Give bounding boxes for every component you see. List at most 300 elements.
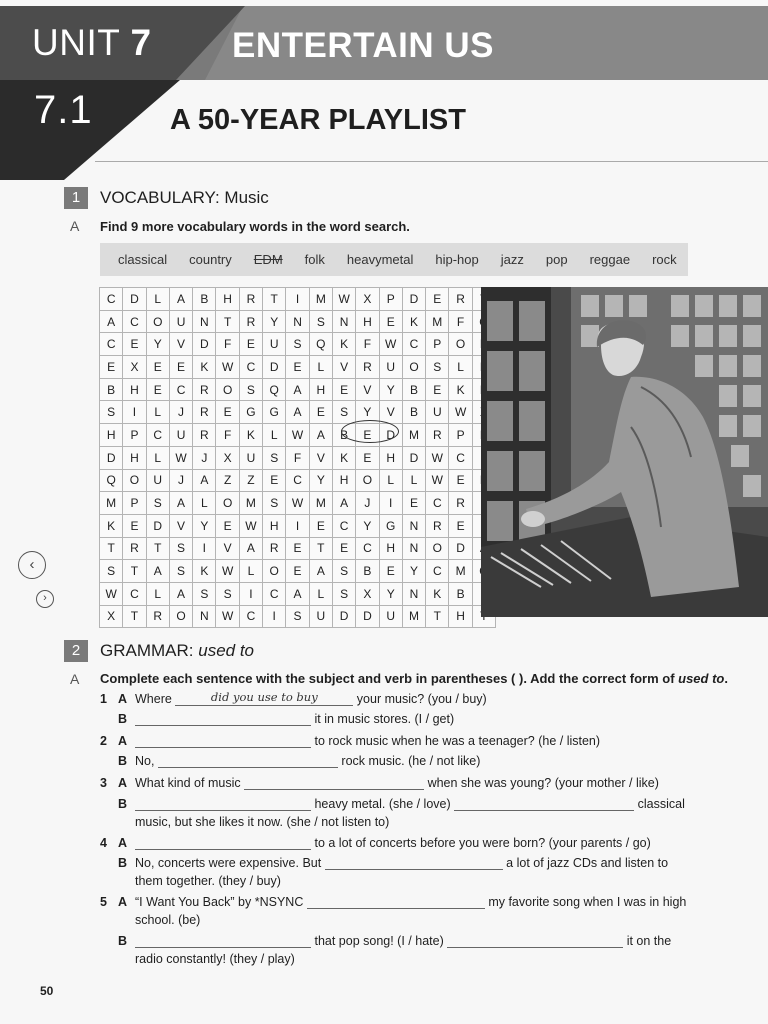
- grid-cell[interactable]: S: [332, 560, 355, 583]
- grid-cell[interactable]: F: [216, 424, 239, 447]
- grid-cell[interactable]: H: [263, 514, 286, 537]
- grid-cell[interactable]: A: [286, 582, 309, 605]
- grid-cell[interactable]: A: [169, 288, 192, 311]
- grid-cell[interactable]: E: [100, 356, 123, 379]
- grid-cell[interactable]: E: [356, 424, 379, 447]
- item-4a-blank[interactable]: [135, 837, 311, 850]
- word-bank-item: heavymetal: [346, 252, 414, 267]
- grid-cell[interactable]: E: [309, 514, 332, 537]
- grid-cell[interactable]: I: [263, 605, 286, 628]
- grid-cell[interactable]: C: [286, 469, 309, 492]
- item-2a-line: [135, 734, 600, 748]
- grid-cell[interactable]: R: [123, 537, 146, 560]
- grid-cell[interactable]: S: [309, 310, 332, 333]
- grid-cell[interactable]: W: [286, 492, 309, 515]
- grid-cell[interactable]: A: [100, 310, 123, 333]
- grid-cell[interactable]: E: [332, 537, 355, 560]
- page-number: 50: [40, 984, 54, 998]
- grid-cell[interactable]: U: [426, 401, 449, 424]
- grid-cell[interactable]: W: [169, 446, 192, 469]
- section2-number: 2: [64, 640, 88, 662]
- grid-cell[interactable]: T: [123, 560, 146, 583]
- grid-cell[interactable]: A: [169, 582, 192, 605]
- grid-cell[interactable]: D: [356, 605, 379, 628]
- grid-cell[interactable]: M: [309, 492, 332, 515]
- grid-cell[interactable]: R: [449, 492, 472, 515]
- grid-cell[interactable]: W: [216, 356, 239, 379]
- grid-cell[interactable]: A: [309, 560, 332, 583]
- grid-row: [100, 378, 496, 401]
- item-4b-blank[interactable]: [325, 857, 503, 870]
- grid-cell[interactable]: Q: [100, 469, 123, 492]
- grid-cell[interactable]: P: [379, 288, 402, 311]
- grid-cell[interactable]: D: [379, 424, 402, 447]
- grid-cell[interactable]: D: [402, 446, 425, 469]
- grid-cell[interactable]: L: [309, 582, 332, 605]
- grid-cell[interactable]: R: [449, 288, 472, 311]
- grid-cell[interactable]: L: [193, 492, 216, 515]
- item-2b-line: [135, 754, 480, 768]
- grid-row: [100, 424, 496, 447]
- grid-cell[interactable]: U: [263, 333, 286, 356]
- grid-cell[interactable]: S: [169, 537, 192, 560]
- grid-cell[interactable]: C: [239, 605, 262, 628]
- grid-cell[interactable]: H: [379, 537, 402, 560]
- grid-cell[interactable]: A: [309, 424, 332, 447]
- grid-cell[interactable]: Q: [263, 378, 286, 401]
- grid-cell[interactable]: W: [449, 401, 472, 424]
- item-4-number: 4: [100, 836, 107, 850]
- grid-cell[interactable]: W: [286, 424, 309, 447]
- grid-cell[interactable]: T: [216, 310, 239, 333]
- grid-cell[interactable]: R: [426, 424, 449, 447]
- grid-cell[interactable]: B: [356, 560, 379, 583]
- grid-cell[interactable]: H: [216, 288, 239, 311]
- grid-cell[interactable]: S: [216, 582, 239, 605]
- grid-cell[interactable]: O: [169, 605, 192, 628]
- grid-cell[interactable]: F: [216, 333, 239, 356]
- grid-cell[interactable]: H: [449, 605, 472, 628]
- grid-cell[interactable]: B: [402, 401, 425, 424]
- grid-cell[interactable]: U: [169, 424, 192, 447]
- grid-cell[interactable]: X: [356, 582, 379, 605]
- grid-cell[interactable]: G: [263, 401, 286, 424]
- grid-cell[interactable]: P: [426, 333, 449, 356]
- grid-cell[interactable]: Q: [309, 333, 332, 356]
- grid-cell[interactable]: U: [146, 469, 169, 492]
- grid-cell[interactable]: L: [263, 424, 286, 447]
- grid-cell[interactable]: A: [239, 537, 262, 560]
- grid-cell[interactable]: D: [146, 514, 169, 537]
- grid-cell[interactable]: O: [123, 469, 146, 492]
- word-bank-item: reggae: [589, 252, 631, 267]
- grid-cell[interactable]: S: [100, 401, 123, 424]
- grid-cell[interactable]: E: [379, 560, 402, 583]
- grid-cell[interactable]: J: [169, 469, 192, 492]
- grid-cell[interactable]: W: [426, 469, 449, 492]
- grid-cell[interactable]: E: [379, 310, 402, 333]
- grid-row: [100, 469, 496, 492]
- section2-part-letter: A: [70, 671, 80, 687]
- grid-cell[interactable]: P: [123, 492, 146, 515]
- grid-cell[interactable]: T: [123, 605, 146, 628]
- grid-cell[interactable]: L: [379, 469, 402, 492]
- grid-cell[interactable]: C: [123, 310, 146, 333]
- grid-cell[interactable]: U: [309, 605, 332, 628]
- item-5b-post: it on the: [626, 934, 672, 948]
- grid-cell[interactable]: C: [239, 356, 262, 379]
- item-5b-blank-2[interactable]: [447, 935, 623, 948]
- grid-cell[interactable]: S: [169, 560, 192, 583]
- word-bank-item: pop: [545, 252, 568, 267]
- grid-cell[interactable]: H: [123, 446, 146, 469]
- grid-cell[interactable]: B: [193, 288, 216, 311]
- grid-cell[interactable]: O: [216, 378, 239, 401]
- grid-cell[interactable]: H: [356, 310, 379, 333]
- grid-cell[interactable]: U: [379, 605, 402, 628]
- grid-cell[interactable]: C: [146, 424, 169, 447]
- grid-row: [100, 605, 496, 628]
- grid-cell[interactable]: I: [286, 288, 309, 311]
- grid-cell[interactable]: O: [402, 356, 425, 379]
- grid-cell[interactable]: Y: [402, 560, 425, 583]
- grid-cell[interactable]: D: [332, 605, 355, 628]
- grid-cell[interactable]: E: [402, 492, 425, 515]
- grid-cell[interactable]: T: [309, 537, 332, 560]
- grid-cell[interactable]: E: [449, 469, 472, 492]
- grid-cell[interactable]: H: [332, 469, 355, 492]
- grid-cell[interactable]: E: [286, 560, 309, 583]
- grid-cell[interactable]: E: [309, 401, 332, 424]
- grid-row: [100, 582, 496, 605]
- grid-cell[interactable]: A: [286, 378, 309, 401]
- grid-cell[interactable]: Y: [379, 582, 402, 605]
- grid-cell[interactable]: L: [402, 469, 425, 492]
- item-5-number: 5: [100, 895, 107, 909]
- item-5a-line2: school. (be): [135, 913, 201, 927]
- grid-cell[interactable]: E: [356, 446, 379, 469]
- grid-cell[interactable]: O: [356, 469, 379, 492]
- grid-cell[interactable]: S: [332, 401, 355, 424]
- grid-cell[interactable]: T: [100, 537, 123, 560]
- grid-cell[interactable]: W: [379, 333, 402, 356]
- record-store-photo: [481, 287, 768, 617]
- grid-cell[interactable]: O: [449, 333, 472, 356]
- word-bank-item: folk: [304, 252, 325, 267]
- grid-cell[interactable]: M: [426, 310, 449, 333]
- grid-cell[interactable]: B: [100, 378, 123, 401]
- grid-cell[interactable]: L: [146, 288, 169, 311]
- item-2a-blank[interactable]: [135, 735, 311, 748]
- grid-cell[interactable]: W: [426, 446, 449, 469]
- grid-cell[interactable]: V: [216, 537, 239, 560]
- grid-cell[interactable]: I: [239, 582, 262, 605]
- grid-cell[interactable]: W: [100, 582, 123, 605]
- item-4b-line: [135, 856, 668, 870]
- grid-cell[interactable]: S: [263, 492, 286, 515]
- grid-cell[interactable]: I: [193, 537, 216, 560]
- grid-cell[interactable]: R: [239, 288, 262, 311]
- grid-cell[interactable]: S: [286, 333, 309, 356]
- grid-cell[interactable]: E: [449, 514, 472, 537]
- grid-cell[interactable]: I: [286, 514, 309, 537]
- grid-cell[interactable]: E: [426, 288, 449, 311]
- grid-cell[interactable]: C: [100, 333, 123, 356]
- grid-cell[interactable]: M: [239, 492, 262, 515]
- item-3a-line: [135, 776, 659, 790]
- grid-cell[interactable]: Y: [263, 310, 286, 333]
- grid-cell[interactable]: T: [146, 537, 169, 560]
- grid-cell[interactable]: E: [286, 537, 309, 560]
- grid-cell[interactable]: M: [402, 424, 425, 447]
- item-5b-line: [135, 934, 671, 948]
- grid-cell[interactable]: T: [426, 605, 449, 628]
- grid-cell[interactable]: U: [169, 310, 192, 333]
- grid-cell[interactable]: X: [216, 446, 239, 469]
- item-3b-label: B: [118, 797, 128, 811]
- grid-cell[interactable]: C: [169, 378, 192, 401]
- grid-cell[interactable]: Y: [146, 333, 169, 356]
- item-3a-pre: What kind of music: [135, 776, 241, 790]
- item-3b-mid: heavy metal. (she / love): [314, 797, 451, 811]
- lesson-title: A 50-YEAR PLAYLIST: [170, 104, 466, 136]
- grid-cell[interactable]: V: [332, 356, 355, 379]
- grid-cell[interactable]: F: [449, 310, 472, 333]
- grid-cell[interactable]: R: [193, 401, 216, 424]
- grid-cell[interactable]: R: [146, 605, 169, 628]
- grid-cell[interactable]: M: [402, 605, 425, 628]
- grid-cell[interactable]: V: [379, 401, 402, 424]
- grid-cell[interactable]: R: [193, 424, 216, 447]
- grid-cell[interactable]: Z: [239, 469, 262, 492]
- item-3b-blank-1[interactable]: [135, 798, 311, 811]
- grid-cell[interactable]: V: [169, 333, 192, 356]
- grid-cell[interactable]: K: [193, 560, 216, 583]
- grid-cell[interactable]: H: [123, 378, 146, 401]
- grid-cell[interactable]: V: [309, 446, 332, 469]
- grid-cell[interactable]: K: [332, 446, 355, 469]
- word-bank-item: country: [189, 252, 232, 267]
- grid-cell[interactable]: S: [146, 492, 169, 515]
- grid-cell[interactable]: A: [169, 492, 192, 515]
- grid-cell[interactable]: K: [426, 582, 449, 605]
- item-2b-blank[interactable]: [158, 755, 338, 768]
- grid-cell[interactable]: O: [146, 310, 169, 333]
- item-3a-post: when she was young? (your mother / like): [427, 776, 659, 790]
- grid-cell[interactable]: P: [449, 424, 472, 447]
- grid-cell[interactable]: X: [356, 288, 379, 311]
- grid-cell[interactable]: V: [169, 514, 192, 537]
- grid-cell[interactable]: E: [216, 514, 239, 537]
- grid-cell[interactable]: S: [193, 582, 216, 605]
- grid-cell[interactable]: N: [286, 310, 309, 333]
- grid-cell[interactable]: D: [100, 446, 123, 469]
- grid-cell[interactable]: C: [332, 514, 355, 537]
- section1-number: 1: [64, 187, 88, 209]
- grid-cell[interactable]: C: [123, 582, 146, 605]
- grid-cell[interactable]: O: [216, 492, 239, 515]
- item-3a-blank[interactable]: [244, 777, 424, 790]
- grid-cell[interactable]: S: [286, 605, 309, 628]
- word-bank-item: classical: [118, 252, 168, 267]
- grid-cell[interactable]: K: [193, 356, 216, 379]
- grid-cell[interactable]: L: [146, 401, 169, 424]
- unit-label: [32, 22, 152, 64]
- grid-cell[interactable]: W: [216, 605, 239, 628]
- grid-cell[interactable]: K: [402, 310, 425, 333]
- grid-cell[interactable]: S: [100, 560, 123, 583]
- grid-cell[interactable]: E: [332, 378, 355, 401]
- grid-cell[interactable]: T: [263, 288, 286, 311]
- grid-cell[interactable]: J: [169, 401, 192, 424]
- grid-cell[interactable]: C: [356, 537, 379, 560]
- grid-cell[interactable]: E: [169, 356, 192, 379]
- grid-cell[interactable]: I: [379, 492, 402, 515]
- unit-title: ENTERTAIN US: [232, 26, 495, 65]
- grid-cell[interactable]: K: [100, 514, 123, 537]
- grid-cell[interactable]: C: [426, 492, 449, 515]
- grid-cell[interactable]: E: [426, 378, 449, 401]
- grid-cell[interactable]: A: [332, 492, 355, 515]
- grid-cell[interactable]: N: [402, 514, 425, 537]
- grid-row: [100, 560, 496, 583]
- item-2b-label: B: [118, 754, 128, 768]
- grid-cell[interactable]: S: [332, 582, 355, 605]
- grid-cell[interactable]: N: [193, 310, 216, 333]
- item-5a-line: [135, 895, 686, 909]
- grid-cell[interactable]: N: [402, 537, 425, 560]
- grid-cell[interactable]: D: [123, 288, 146, 311]
- grid-cell[interactable]: J: [356, 492, 379, 515]
- grid-cell[interactable]: L: [309, 356, 332, 379]
- grid-cell[interactable]: D: [263, 356, 286, 379]
- grid-cell[interactable]: E: [216, 401, 239, 424]
- grid-cell[interactable]: P: [123, 424, 146, 447]
- item-3-number: 3: [100, 776, 107, 790]
- item-4b-pre: No, concerts were expensive. But: [135, 856, 322, 870]
- item-5b-blank-1[interactable]: [135, 935, 311, 948]
- item-5a-post: my favorite song when I was in high: [488, 895, 687, 909]
- grid-cell[interactable]: R: [239, 310, 262, 333]
- grid-cell[interactable]: Y: [356, 401, 379, 424]
- grid-cell[interactable]: H: [379, 446, 402, 469]
- grid-cell[interactable]: X: [100, 605, 123, 628]
- grid-cell[interactable]: W: [332, 288, 355, 311]
- item-1a-blank[interactable]: [175, 690, 353, 706]
- grid-cell[interactable]: R: [426, 514, 449, 537]
- grid-cell[interactable]: L: [146, 446, 169, 469]
- grid-cell[interactable]: S: [426, 356, 449, 379]
- grid-cell[interactable]: L: [449, 356, 472, 379]
- grid-cell[interactable]: E: [123, 514, 146, 537]
- grid-cell[interactable]: U: [379, 356, 402, 379]
- grid-cell[interactable]: Y: [309, 469, 332, 492]
- grid-cell[interactable]: Y: [193, 514, 216, 537]
- grid-cell[interactable]: M: [100, 492, 123, 515]
- grid-cell[interactable]: H: [309, 378, 332, 401]
- instruction-italic: used to: [678, 671, 725, 686]
- grid-cell[interactable]: W: [216, 560, 239, 583]
- item-3b-blank-2[interactable]: [454, 798, 634, 811]
- grid-cell[interactable]: G: [239, 401, 262, 424]
- word-bank-item: EDM: [253, 252, 283, 267]
- grid-cell[interactable]: E: [286, 356, 309, 379]
- grid-cell[interactable]: R: [356, 356, 379, 379]
- grid-cell[interactable]: Y: [356, 514, 379, 537]
- grid-cell[interactable]: D: [402, 288, 425, 311]
- grid-cell[interactable]: O: [426, 537, 449, 560]
- grid-cell[interactable]: H: [100, 424, 123, 447]
- word-bank: [100, 243, 688, 276]
- grid-cell[interactable]: L: [239, 560, 262, 583]
- grid-cell[interactable]: C: [402, 333, 425, 356]
- grid-cell[interactable]: E: [263, 469, 286, 492]
- grid-cell[interactable]: J: [193, 446, 216, 469]
- grid-cell[interactable]: K: [239, 424, 262, 447]
- grid-cell[interactable]: C: [263, 582, 286, 605]
- grid-cell[interactable]: B: [332, 424, 355, 447]
- grid-cell[interactable]: M: [309, 288, 332, 311]
- grid-cell[interactable]: D: [193, 333, 216, 356]
- item-5a-blank[interactable]: [307, 896, 485, 909]
- grid-cell[interactable]: X: [123, 356, 146, 379]
- grid-cell[interactable]: G: [379, 514, 402, 537]
- item-1a-line: [135, 692, 487, 706]
- grid-cell[interactable]: W: [239, 514, 262, 537]
- grid-cell[interactable]: E: [123, 333, 146, 356]
- grid-cell[interactable]: B: [402, 378, 425, 401]
- grid-cell[interactable]: E: [146, 356, 169, 379]
- grid-cell[interactable]: A: [286, 401, 309, 424]
- grid-cell[interactable]: U: [239, 446, 262, 469]
- grid-cell[interactable]: S: [239, 378, 262, 401]
- grid-cell[interactable]: F: [356, 333, 379, 356]
- next-page-button[interactable]: ›: [36, 590, 54, 608]
- grid-cell[interactable]: R: [193, 378, 216, 401]
- grid-cell[interactable]: K: [449, 378, 472, 401]
- grid-cell[interactable]: D: [449, 537, 472, 560]
- grid-cell[interactable]: E: [239, 333, 262, 356]
- item-1b-blank[interactable]: [135, 713, 311, 726]
- grid-cell[interactable]: F: [286, 446, 309, 469]
- grid-cell[interactable]: K: [332, 333, 355, 356]
- prev-page-button[interactable]: ‹: [18, 551, 46, 579]
- grid-cell[interactable]: Y: [379, 378, 402, 401]
- grid-cell[interactable]: B: [449, 582, 472, 605]
- grid-cell[interactable]: A: [193, 469, 216, 492]
- grid-cell[interactable]: N: [332, 310, 355, 333]
- item-4a-label: A: [118, 836, 128, 850]
- grid-cell[interactable]: I: [123, 401, 146, 424]
- grid-cell[interactable]: A: [146, 560, 169, 583]
- instruction-suffix: .: [724, 671, 728, 686]
- grid-cell[interactable]: M: [449, 560, 472, 583]
- grid-cell[interactable]: C: [449, 446, 472, 469]
- grid-cell[interactable]: C: [426, 560, 449, 583]
- grid-cell[interactable]: N: [193, 605, 216, 628]
- grid-cell[interactable]: R: [263, 537, 286, 560]
- grid-cell[interactable]: Z: [216, 469, 239, 492]
- item-4a-post: to a lot of concerts before you were born? (your parents / go): [314, 836, 651, 850]
- grid-cell[interactable]: O: [263, 560, 286, 583]
- grid-cell[interactable]: C: [100, 288, 123, 311]
- grid-cell[interactable]: N: [402, 582, 425, 605]
- grid-cell[interactable]: V: [356, 378, 379, 401]
- grid-cell[interactable]: E: [146, 378, 169, 401]
- grid-cell[interactable]: S: [263, 446, 286, 469]
- grid-cell[interactable]: L: [146, 582, 169, 605]
- word-bank-item: hip-hop: [435, 252, 479, 267]
